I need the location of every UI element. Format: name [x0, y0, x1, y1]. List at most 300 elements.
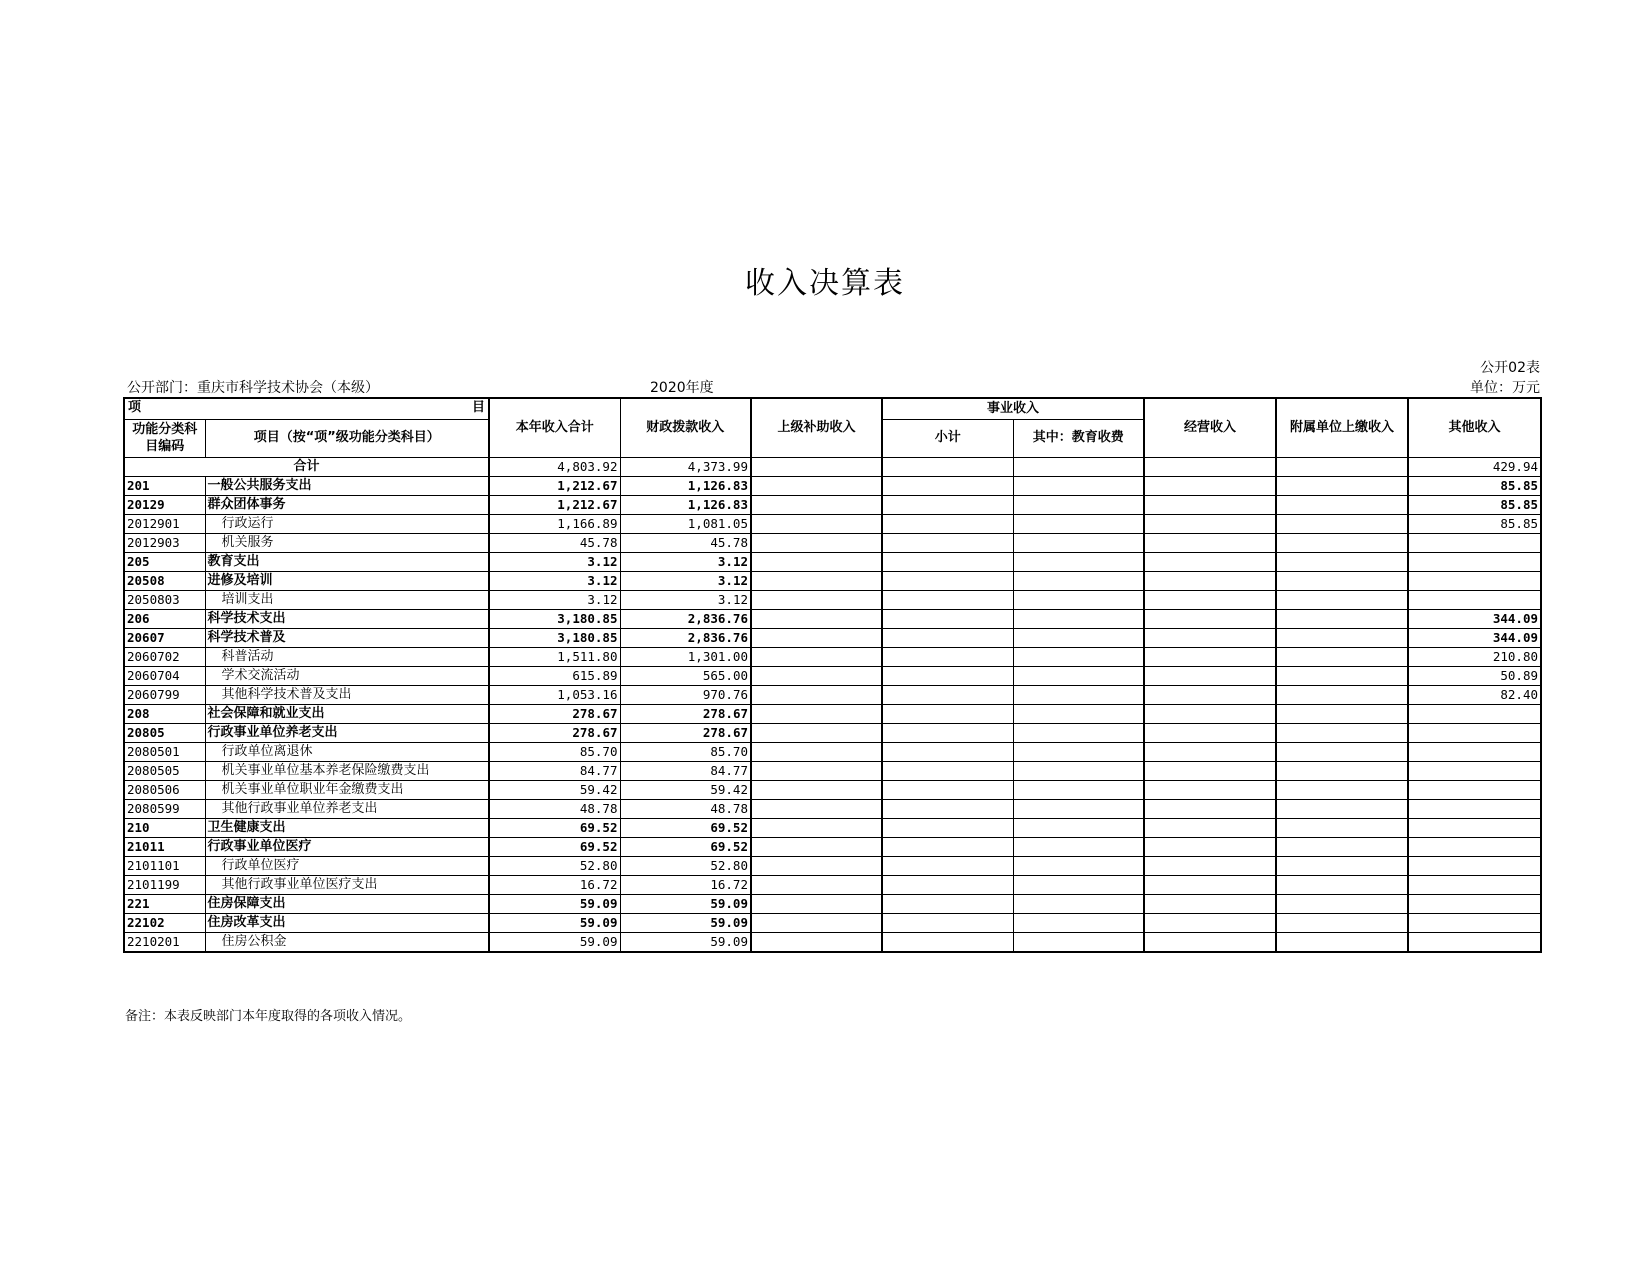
- row-other-income: [1408, 799, 1541, 818]
- row-other-income: [1408, 552, 1541, 571]
- header-business-income: 事业收入: [882, 398, 1144, 419]
- table-row: [124, 666, 1541, 685]
- row-superior-subsidy: [751, 685, 882, 704]
- row-fiscal: 84.77: [620, 761, 751, 780]
- row-item-name: 其他科学技术普及支出: [205, 685, 489, 704]
- row-item-name: 行政单位离退休: [205, 742, 489, 761]
- header-code: 功能分类科目编码: [124, 419, 205, 457]
- table-header: [124, 398, 1541, 457]
- row-code: 2080501: [124, 742, 205, 761]
- row-code: 20129: [124, 495, 205, 514]
- row-education-fee: [1013, 628, 1144, 647]
- row-fiscal: 59.09: [620, 932, 751, 952]
- row-operating-income: [1144, 818, 1276, 837]
- header-education-fee: 其中：教育收费: [1013, 419, 1144, 457]
- row-superior-subsidy: [751, 571, 882, 590]
- row-total-income: 3,180.85: [489, 628, 620, 647]
- row-fiscal: 970.76: [620, 685, 751, 704]
- row-item-name: 行政事业单位医疗: [205, 837, 489, 856]
- row-affiliate-income: [1276, 780, 1408, 799]
- table-row: [124, 571, 1541, 590]
- table-row: [124, 913, 1541, 932]
- row-operating-income: [1144, 533, 1276, 552]
- row-business-subtotal: [882, 685, 1013, 704]
- row-education-fee: [1013, 932, 1144, 952]
- row-fiscal: 1,081.05: [620, 514, 751, 533]
- row-code: 2012901: [124, 514, 205, 533]
- row-education-fee: [1013, 704, 1144, 723]
- row-business-subtotal: [882, 514, 1013, 533]
- row-affiliate-income: [1276, 552, 1408, 571]
- row-operating-income: [1144, 514, 1276, 533]
- row-operating-income: [1144, 609, 1276, 628]
- row-operating-income: [1144, 932, 1276, 952]
- row-affiliate-income: [1276, 837, 1408, 856]
- row-other-income: 210.80: [1408, 647, 1541, 666]
- row-code: 2080506: [124, 780, 205, 799]
- row-education-fee: [1013, 723, 1144, 742]
- row-total-income: 59.42: [489, 780, 620, 799]
- table-row: [124, 590, 1541, 609]
- row-code: 206: [124, 609, 205, 628]
- header-operating-income: 经营收入: [1144, 398, 1276, 457]
- row-item-name: 机关事业单位基本养老保险缴费支出: [205, 761, 489, 780]
- row-education-fee: [1013, 761, 1144, 780]
- row-superior-subsidy: [751, 913, 882, 932]
- row-business-subtotal: [882, 647, 1013, 666]
- total-row: [124, 457, 1541, 476]
- table-body: [124, 457, 1541, 952]
- row-superior-subsidy: [751, 590, 882, 609]
- row-education-fee: [1013, 742, 1144, 761]
- row-operating-income: [1144, 780, 1276, 799]
- row-total-income: 1,212.67: [489, 476, 620, 495]
- table-row: [124, 932, 1541, 952]
- row-other-income: [1408, 590, 1541, 609]
- row-business-subtotal: [882, 723, 1013, 742]
- row-affiliate-income: [1276, 647, 1408, 666]
- table-row: [124, 609, 1541, 628]
- row-total-income: 1,166.89: [489, 514, 620, 533]
- row-code: 201: [124, 476, 205, 495]
- row-operating-income: [1144, 875, 1276, 894]
- row-other-income: [1408, 875, 1541, 894]
- table-row: [124, 799, 1541, 818]
- row-operating-income: [1144, 704, 1276, 723]
- row-other-income: [1408, 761, 1541, 780]
- table-row: [124, 514, 1541, 533]
- total-superior-value: [751, 457, 882, 476]
- row-business-subtotal: [882, 495, 1013, 514]
- row-total-income: 69.52: [489, 837, 620, 856]
- row-fiscal: 69.52: [620, 837, 751, 856]
- row-code: 208: [124, 704, 205, 723]
- row-item-name: 其他行政事业单位医疗支出: [205, 875, 489, 894]
- row-fiscal: 59.09: [620, 894, 751, 913]
- row-code: 2060799: [124, 685, 205, 704]
- header-superior-subsidy: 上级补助收入: [751, 398, 882, 457]
- total-fiscal-value: 4,373.99: [620, 457, 751, 476]
- row-education-fee: [1013, 837, 1144, 856]
- row-education-fee: [1013, 533, 1144, 552]
- row-total-income: 3.12: [489, 590, 620, 609]
- row-code: 2012903: [124, 533, 205, 552]
- row-other-income: 85.85: [1408, 514, 1541, 533]
- row-business-subtotal: [882, 533, 1013, 552]
- row-other-income: [1408, 571, 1541, 590]
- row-total-income: 59.09: [489, 932, 620, 952]
- row-total-income: 278.67: [489, 704, 620, 723]
- row-total-income: 16.72: [489, 875, 620, 894]
- row-fiscal: 48.78: [620, 799, 751, 818]
- row-affiliate-income: [1276, 628, 1408, 647]
- row-total-income: 3.12: [489, 552, 620, 571]
- table-row: [124, 495, 1541, 514]
- row-fiscal: 85.70: [620, 742, 751, 761]
- row-education-fee: [1013, 571, 1144, 590]
- row-total-income: 615.89: [489, 666, 620, 685]
- table-row: [124, 875, 1541, 894]
- row-other-income: [1408, 818, 1541, 837]
- row-education-fee: [1013, 495, 1144, 514]
- row-affiliate-income: [1276, 704, 1408, 723]
- total-subtotal-value: [882, 457, 1013, 476]
- row-item-name: 一般公共服务支出: [205, 476, 489, 495]
- row-education-fee: [1013, 552, 1144, 571]
- header-item-name: 项目（按“项”级功能分类科目）: [205, 419, 489, 457]
- row-fiscal: 278.67: [620, 704, 751, 723]
- row-affiliate-income: [1276, 685, 1408, 704]
- row-business-subtotal: [882, 742, 1013, 761]
- row-superior-subsidy: [751, 628, 882, 647]
- row-fiscal: 59.09: [620, 913, 751, 932]
- table-row: [124, 628, 1541, 647]
- row-fiscal: 69.52: [620, 818, 751, 837]
- row-item-name: 住房保障支出: [205, 894, 489, 913]
- row-operating-income: [1144, 552, 1276, 571]
- row-affiliate-income: [1276, 799, 1408, 818]
- row-other-income: [1408, 533, 1541, 552]
- row-other-income: [1408, 856, 1541, 875]
- row-superior-subsidy: [751, 723, 882, 742]
- row-operating-income: [1144, 856, 1276, 875]
- total-other-value: 429.94: [1408, 457, 1541, 476]
- row-business-subtotal: [882, 571, 1013, 590]
- total-label: 合计: [124, 457, 489, 476]
- table-row: [124, 647, 1541, 666]
- row-item-name: 科学技术普及: [205, 628, 489, 647]
- row-fiscal: 2,836.76: [620, 628, 751, 647]
- row-item-name: 卫生健康支出: [205, 818, 489, 837]
- row-education-fee: [1013, 666, 1144, 685]
- header-subtotal: 小计: [882, 419, 1013, 457]
- row-code: 2080599: [124, 799, 205, 818]
- row-education-fee: [1013, 799, 1144, 818]
- table-row: [124, 723, 1541, 742]
- row-other-income: [1408, 704, 1541, 723]
- header-mu: 目: [471, 400, 485, 415]
- table-row: [124, 742, 1541, 761]
- row-education-fee: [1013, 647, 1144, 666]
- row-business-subtotal: [882, 704, 1013, 723]
- row-fiscal: 3.12: [620, 590, 751, 609]
- table-row: [124, 856, 1541, 875]
- row-fiscal: 1,301.00: [620, 647, 751, 666]
- row-fiscal: 1,126.83: [620, 495, 751, 514]
- total-operating-value: [1144, 457, 1276, 476]
- row-operating-income: [1144, 913, 1276, 932]
- row-superior-subsidy: [751, 894, 882, 913]
- row-other-income: 82.40: [1408, 685, 1541, 704]
- row-item-name: 住房公积金: [205, 932, 489, 952]
- row-total-income: 1,212.67: [489, 495, 620, 514]
- row-affiliate-income: [1276, 875, 1408, 894]
- row-other-income: [1408, 780, 1541, 799]
- row-superior-subsidy: [751, 476, 882, 495]
- row-code: 2101101: [124, 856, 205, 875]
- row-other-income: [1408, 723, 1541, 742]
- row-other-income: [1408, 894, 1541, 913]
- row-operating-income: [1144, 685, 1276, 704]
- row-item-name: 教育支出: [205, 552, 489, 571]
- row-item-name: 培训支出: [205, 590, 489, 609]
- page-title: 收入决算表: [745, 266, 905, 301]
- row-business-subtotal: [882, 932, 1013, 952]
- row-code: 210: [124, 818, 205, 837]
- row-business-subtotal: [882, 590, 1013, 609]
- row-affiliate-income: [1276, 476, 1408, 495]
- row-item-name: 行政运行: [205, 514, 489, 533]
- row-affiliate-income: [1276, 666, 1408, 685]
- row-superior-subsidy: [751, 495, 882, 514]
- fiscal-year: 2020年度: [650, 380, 714, 396]
- row-item-name: 科普活动: [205, 647, 489, 666]
- row-item-name: 住房改革支出: [205, 913, 489, 932]
- row-code: 20607: [124, 628, 205, 647]
- row-education-fee: [1013, 476, 1144, 495]
- row-code: 20805: [124, 723, 205, 742]
- row-superior-subsidy: [751, 647, 882, 666]
- row-fiscal: 565.00: [620, 666, 751, 685]
- table-row: [124, 837, 1541, 856]
- row-item-name: 社会保障和就业支出: [205, 704, 489, 723]
- row-affiliate-income: [1276, 609, 1408, 628]
- row-superior-subsidy: [751, 704, 882, 723]
- header-xiang: 项: [128, 400, 142, 415]
- row-code: 22102: [124, 913, 205, 932]
- row-superior-subsidy: [751, 856, 882, 875]
- row-code: 2210201: [124, 932, 205, 952]
- row-superior-subsidy: [751, 780, 882, 799]
- row-operating-income: [1144, 647, 1276, 666]
- total-affiliate-value: [1276, 457, 1408, 476]
- row-item-name: 进修及培训: [205, 571, 489, 590]
- row-item-name: 其他行政事业单位养老支出: [205, 799, 489, 818]
- total-income-value: 4,803.92: [489, 457, 620, 476]
- row-item-name: 行政单位医疗: [205, 856, 489, 875]
- row-total-income: 59.09: [489, 913, 620, 932]
- row-business-subtotal: [882, 666, 1013, 685]
- row-affiliate-income: [1276, 913, 1408, 932]
- row-business-subtotal: [882, 476, 1013, 495]
- row-education-fee: [1013, 685, 1144, 704]
- header-total-income: 本年收入合计: [489, 398, 620, 457]
- row-affiliate-income: [1276, 533, 1408, 552]
- row-operating-income: [1144, 628, 1276, 647]
- row-other-income: 85.85: [1408, 495, 1541, 514]
- form-number: 公开02表: [1480, 360, 1540, 376]
- row-operating-income: [1144, 590, 1276, 609]
- row-item-name: 学术交流活动: [205, 666, 489, 685]
- row-business-subtotal: [882, 628, 1013, 647]
- row-item-name: 科学技术支出: [205, 609, 489, 628]
- row-superior-subsidy: [751, 552, 882, 571]
- row-business-subtotal: [882, 894, 1013, 913]
- row-fiscal: 1,126.83: [620, 476, 751, 495]
- row-other-income: [1408, 932, 1541, 952]
- table-row: [124, 818, 1541, 837]
- row-business-subtotal: [882, 609, 1013, 628]
- row-total-income: 69.52: [489, 818, 620, 837]
- header-other-income: 其他收入: [1408, 398, 1541, 457]
- row-superior-subsidy: [751, 932, 882, 952]
- row-superior-subsidy: [751, 533, 882, 552]
- total-education-value: [1013, 457, 1144, 476]
- table-row: [124, 476, 1541, 495]
- row-affiliate-income: [1276, 761, 1408, 780]
- row-business-subtotal: [882, 875, 1013, 894]
- row-operating-income: [1144, 837, 1276, 856]
- row-education-fee: [1013, 514, 1144, 533]
- row-fiscal: 2,836.76: [620, 609, 751, 628]
- row-fiscal: 3.12: [620, 552, 751, 571]
- row-total-income: 85.70: [489, 742, 620, 761]
- row-total-income: 45.78: [489, 533, 620, 552]
- row-other-income: 85.85: [1408, 476, 1541, 495]
- row-other-income: [1408, 742, 1541, 761]
- row-operating-income: [1144, 799, 1276, 818]
- header-xiang-mu: [124, 398, 489, 419]
- row-total-income: 59.09: [489, 894, 620, 913]
- row-total-income: 1,053.16: [489, 685, 620, 704]
- row-business-subtotal: [882, 856, 1013, 875]
- row-education-fee: [1013, 609, 1144, 628]
- row-operating-income: [1144, 742, 1276, 761]
- row-fiscal: 278.67: [620, 723, 751, 742]
- row-code: 2060704: [124, 666, 205, 685]
- row-affiliate-income: [1276, 742, 1408, 761]
- row-item-name: 机关事业单位职业年金缴费支出: [205, 780, 489, 799]
- row-code: 2101199: [124, 875, 205, 894]
- row-affiliate-income: [1276, 894, 1408, 913]
- row-affiliate-income: [1276, 723, 1408, 742]
- row-operating-income: [1144, 476, 1276, 495]
- row-superior-subsidy: [751, 818, 882, 837]
- row-other-income: [1408, 913, 1541, 932]
- row-code: 221: [124, 894, 205, 913]
- row-superior-subsidy: [751, 742, 882, 761]
- row-business-subtotal: [882, 780, 1013, 799]
- row-total-income: 84.77: [489, 761, 620, 780]
- row-education-fee: [1013, 780, 1144, 799]
- row-other-income: [1408, 837, 1541, 856]
- row-code: 2050803: [124, 590, 205, 609]
- row-education-fee: [1013, 913, 1144, 932]
- footnote: 备注：本表反映部门本年度取得的各项收入情况。: [125, 1009, 412, 1024]
- row-superior-subsidy: [751, 799, 882, 818]
- row-affiliate-income: [1276, 495, 1408, 514]
- row-business-subtotal: [882, 913, 1013, 932]
- row-total-income: 48.78: [489, 799, 620, 818]
- row-other-income: 344.09: [1408, 628, 1541, 647]
- row-code: 2080505: [124, 761, 205, 780]
- department-label: 公开部门：重庆市科学技术协会（本级）: [127, 380, 379, 396]
- unit-label: 单位：万元: [1470, 380, 1540, 396]
- row-code: 205: [124, 552, 205, 571]
- row-superior-subsidy: [751, 837, 882, 856]
- row-education-fee: [1013, 590, 1144, 609]
- row-code: 2060702: [124, 647, 205, 666]
- row-superior-subsidy: [751, 514, 882, 533]
- table-row: [124, 780, 1541, 799]
- row-total-income: 1,511.80: [489, 647, 620, 666]
- row-operating-income: [1144, 761, 1276, 780]
- row-education-fee: [1013, 818, 1144, 837]
- table-row: [124, 894, 1541, 913]
- row-operating-income: [1144, 894, 1276, 913]
- row-business-subtotal: [882, 799, 1013, 818]
- row-superior-subsidy: [751, 875, 882, 894]
- row-education-fee: [1013, 856, 1144, 875]
- row-fiscal: 3.12: [620, 571, 751, 590]
- table-row: [124, 761, 1541, 780]
- row-operating-income: [1144, 571, 1276, 590]
- row-affiliate-income: [1276, 590, 1408, 609]
- table-row: [124, 685, 1541, 704]
- row-operating-income: [1144, 723, 1276, 742]
- row-affiliate-income: [1276, 571, 1408, 590]
- row-fiscal: 52.80: [620, 856, 751, 875]
- row-affiliate-income: [1276, 932, 1408, 952]
- row-total-income: 3,180.85: [489, 609, 620, 628]
- row-operating-income: [1144, 495, 1276, 514]
- income-table: [123, 397, 1542, 953]
- row-total-income: 52.80: [489, 856, 620, 875]
- row-business-subtotal: [882, 761, 1013, 780]
- table-row: [124, 533, 1541, 552]
- row-item-name: 机关服务: [205, 533, 489, 552]
- row-total-income: 278.67: [489, 723, 620, 742]
- row-affiliate-income: [1276, 856, 1408, 875]
- row-affiliate-income: [1276, 514, 1408, 533]
- row-education-fee: [1013, 894, 1144, 913]
- row-business-subtotal: [882, 552, 1013, 571]
- row-business-subtotal: [882, 837, 1013, 856]
- row-education-fee: [1013, 875, 1144, 894]
- header-fiscal: 财政拨款收入: [620, 398, 751, 457]
- row-fiscal: 45.78: [620, 533, 751, 552]
- row-item-name: 行政事业单位养老支出: [205, 723, 489, 742]
- row-superior-subsidy: [751, 666, 882, 685]
- row-other-income: 50.89: [1408, 666, 1541, 685]
- table-row: [124, 704, 1541, 723]
- row-item-name: 群众团体事务: [205, 495, 489, 514]
- row-business-subtotal: [882, 818, 1013, 837]
- table-row: [124, 552, 1541, 571]
- row-superior-subsidy: [751, 761, 882, 780]
- row-superior-subsidy: [751, 609, 882, 628]
- row-other-income: 344.09: [1408, 609, 1541, 628]
